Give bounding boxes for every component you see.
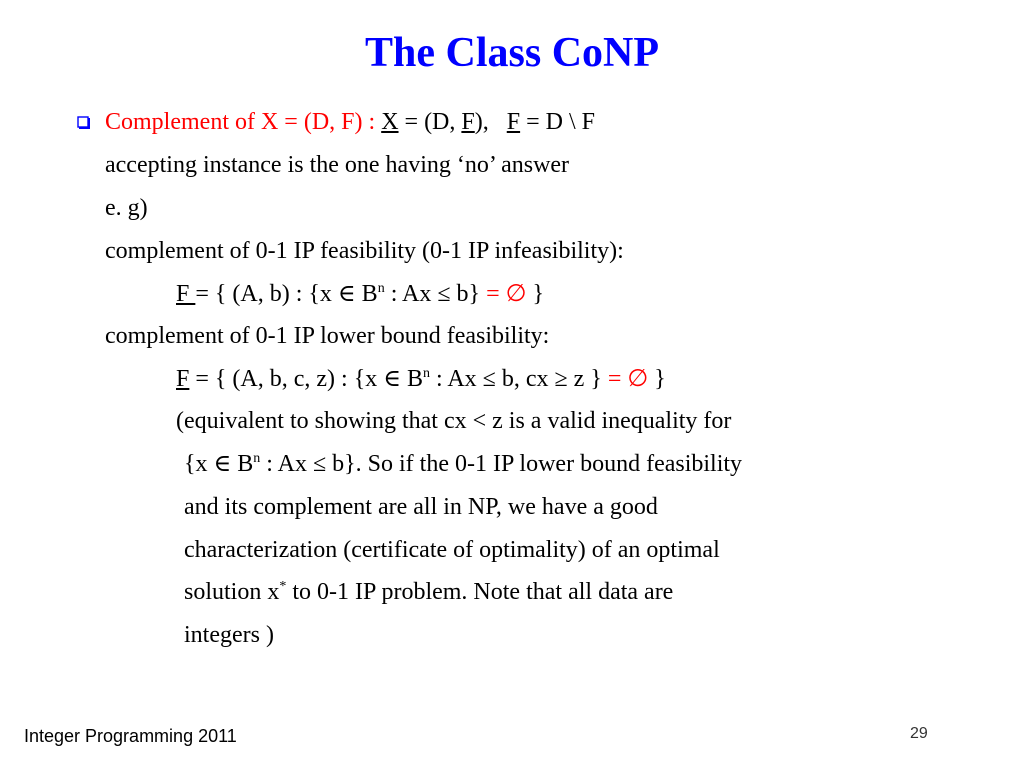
body-line — [184, 449, 742, 479]
close-text: ), — [474, 109, 489, 135]
formula-line — [176, 279, 544, 309]
body-text: to 0-1 IP problem. Note that all data are — [286, 579, 674, 605]
superscript: n — [253, 451, 261, 466]
formula-text: {x ∈ B — [184, 451, 254, 477]
superscript: n — [377, 281, 385, 296]
body-line: complement of 0-1 IP lower bound feasibility: — [105, 323, 550, 349]
slide-title: The Class CoNP — [364, 30, 660, 76]
formula-text: } — [526, 281, 545, 307]
body-line: and its complement are all in NP, we have a good — [184, 494, 658, 520]
f-complement: F — [176, 281, 196, 307]
x-complement: X — [381, 109, 399, 135]
body-line: accepting instance is the one having ‘no’ answer — [105, 152, 570, 178]
definition-prefix: Complement of X = (D, F) : — [105, 109, 382, 135]
eq-text: = (D, — [398, 109, 462, 135]
body-line: characterization (certificate of optimality) of an optimal — [184, 537, 720, 563]
body-line: complement of 0-1 IP feasibility (0-1 IP infeasibility): — [105, 238, 624, 264]
definition-line — [105, 107, 595, 137]
formula-line — [176, 364, 666, 394]
f-complement: F — [176, 366, 190, 392]
body-line: integers ) — [184, 622, 274, 648]
f-complement: F — [461, 109, 475, 135]
empty-set-text: = ∅ — [486, 281, 527, 307]
page-number: 29 — [910, 725, 928, 742]
formula-text: } — [648, 366, 666, 392]
superscript: * — [279, 579, 287, 594]
superscript: n — [423, 366, 430, 381]
empty-set-text: = ∅ — [607, 366, 649, 392]
hollow-square-bullet-icon — [76, 113, 92, 129]
footer-course: Integer Programming 2011 — [24, 726, 237, 746]
eq-text: = D \ F — [520, 109, 595, 135]
formula-text: = { (A, b) : {x ∈ B — [195, 281, 378, 307]
formula-text: : Ax ≤ b, cx ≥ z } — [430, 366, 608, 392]
formula-text: : Ax ≤ b}. So if the 0-1 IP lower bound feasibility — [260, 451, 743, 477]
f-complement: F — [506, 109, 521, 135]
body-line — [184, 577, 673, 607]
body-text: solution x — [184, 579, 280, 605]
body-line: e. g) — [105, 195, 148, 221]
formula-text: : Ax ≤ b} — [384, 281, 487, 307]
body-line: (equivalent to showing that cx < z is a valid inequality for — [176, 408, 732, 434]
formula-text: = { (A, b, c, z) : {x ∈ B — [189, 366, 423, 392]
